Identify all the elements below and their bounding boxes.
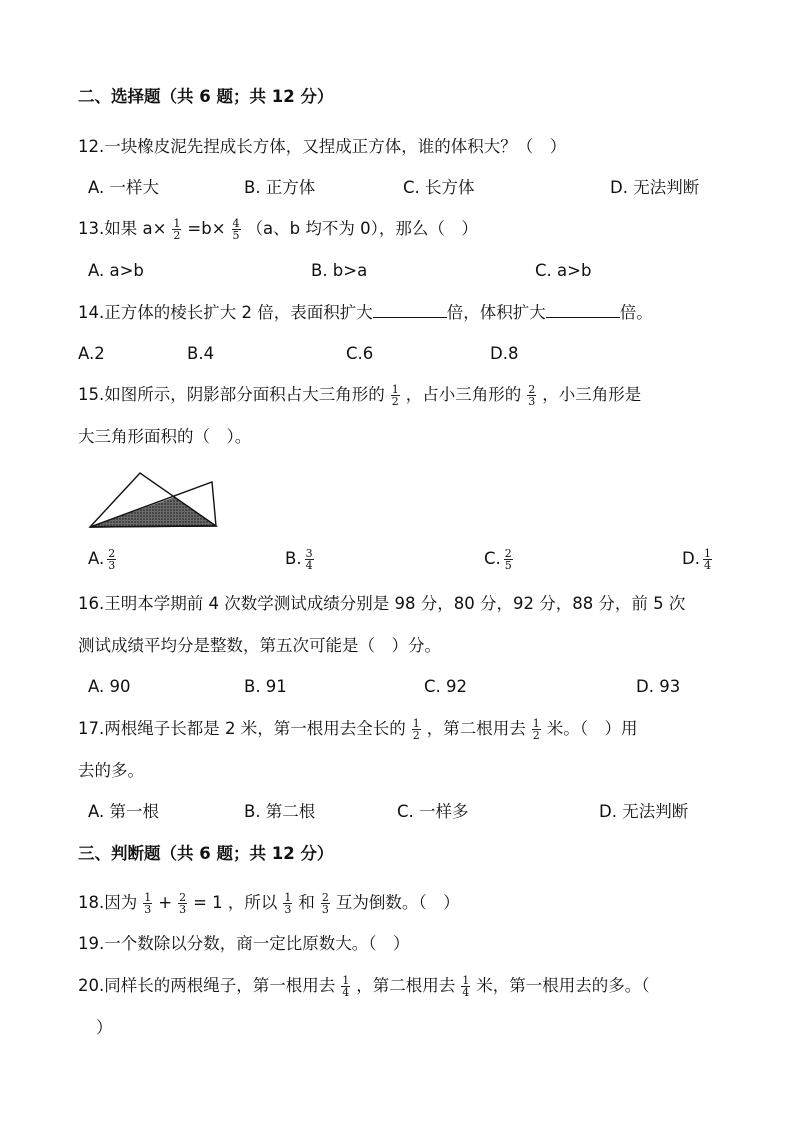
q15-part2: ，占小三角形的 [405, 385, 522, 404]
question-16-line2: 测试成绩平均分是整数，第五次可能是（ ）分。 [78, 636, 441, 655]
q18-prefix: 18.因为 [78, 893, 138, 912]
q15-option-d: D. $\frac{1}{4}$ [682, 547, 711, 572]
question-16: 16.王明本学期前 4 次数学测试成绩分别是 98 分，80 分，92 分，88 分，前 5 次 [78, 594, 686, 613]
q17-option-d: D. 无法判断 [599, 802, 689, 821]
q20-part3: 米，第一根用去的多。（ [476, 976, 650, 995]
q16-option-d: D. 93 [636, 677, 681, 696]
q13-prefix: 13.如果 a× [78, 219, 167, 238]
q18-fraction-4: $\frac{2}{3}$ [321, 891, 329, 916]
question-20 [78, 975, 650, 998]
q12-option-b: B. 正方体 [244, 178, 316, 197]
q14-option-b: B.4 [187, 344, 215, 363]
q17-fraction-2: $\frac{1}{2}$ [532, 717, 540, 742]
question-17 [78, 718, 637, 741]
question-19: 19.一个数除以分数，商一定比原数大。（ ） [78, 934, 410, 953]
question-14 [78, 301, 653, 324]
q17-part2: ，第二根用去 [426, 719, 526, 738]
q20-part1: 20.同样长的两根绳子，第一根用去 [78, 976, 336, 995]
q12-option-a: A. 一样大 [88, 178, 159, 197]
q17-option-c: C. 一样多 [397, 802, 469, 821]
q13-suffix: （a、b 均不为 0），那么（ ） [246, 219, 478, 238]
question-17-line2: 去的多。 [78, 761, 144, 780]
q12-option-c: C. 长方体 [403, 178, 475, 197]
q14-part2: 倍，体积扩大 [446, 303, 546, 322]
q20-fraction-2: $\frac{1}{4}$ [462, 974, 470, 999]
q16-option-a: A. 90 [88, 677, 131, 696]
question-12: 12.一块橡皮泥先捏成长方体，又捏成正方体，谁的体积大？（ ） [78, 137, 567, 156]
q15-option-d-fraction: $\frac{1}{4}$ [703, 547, 711, 572]
q17-option-a: A. 第一根 [88, 802, 159, 821]
q17-part1: 17.两根绳子长都是 2 米，第一根用去全长的 [78, 719, 406, 738]
q13-mid: =b× [187, 219, 226, 238]
q18-fraction-1: $\frac{1}{3}$ [144, 891, 152, 916]
q15-fraction-1: $\frac{1}{2}$ [391, 383, 399, 408]
q16-option-b: B. 91 [244, 677, 287, 696]
q13-option-a: A. a>b [88, 261, 144, 280]
q20-fraction-1: $\frac{1}{4}$ [342, 974, 350, 999]
q18-fraction-3: $\frac{1}{3}$ [284, 891, 292, 916]
q16-option-c: C. 92 [424, 677, 468, 696]
q13-option-b: B. b>a [311, 261, 368, 280]
q14-part1: 14.正方体的棱长扩大 2 倍，表面积扩大 [78, 303, 373, 322]
q13-option-c: C. a>b [535, 261, 592, 280]
question-15-line2: 大三角形面积的（ ）。 [78, 427, 252, 446]
q15-option-a-fraction: $\frac{2}{3}$ [108, 547, 116, 572]
q15-option-c: C. $\frac{2}{5}$ [484, 547, 512, 572]
q15-option-c-fraction: $\frac{2}{5}$ [504, 547, 512, 572]
q17-fraction-1: $\frac{1}{2}$ [412, 717, 420, 742]
q15-option-a: A. $\frac{2}{3}$ [88, 547, 116, 572]
q15-option-b: B. $\frac{3}{4}$ [285, 547, 313, 572]
section-heading-judgment: 三、判断题（共 6 题；共 12 分） [78, 844, 334, 863]
q18-eq: = 1 ，所以 [193, 893, 278, 912]
q18-plus: + [158, 893, 173, 912]
q20-part2: ，第二根用去 [356, 976, 456, 995]
question-15 [78, 384, 641, 407]
q12-option-d: D. 无法判断 [610, 178, 700, 197]
q14-option-a: A.2 [78, 344, 105, 363]
q14-blank-2[interactable] [546, 301, 620, 318]
q18-suffix: 互为倒数。（ ） [335, 893, 460, 912]
q15-fraction-2: $\frac{2}{3}$ [528, 383, 536, 408]
q18-fraction-2: $\frac{2}{3}$ [179, 891, 187, 916]
q15-part1: 15.如图所示，阴影部分面积占大三角形的 [78, 385, 385, 404]
q14-blank-1[interactable] [373, 301, 447, 318]
q18-and: 和 [298, 893, 315, 912]
q14-part3: 倍。 [619, 303, 653, 322]
question-20-line2: ） [96, 1018, 113, 1037]
q17-option-b: B. 第二根 [244, 802, 316, 821]
q14-option-c: C.6 [346, 344, 374, 363]
q13-fraction-1: $\frac{1}{2}$ [173, 217, 181, 242]
q17-part3: 米。（ ）用 [546, 719, 638, 738]
question-18 [78, 892, 460, 915]
q14-option-d: D.8 [490, 344, 519, 363]
q15-option-b-fraction: $\frac{3}{4}$ [305, 547, 313, 572]
q13-fraction-2: $\frac{4}{5}$ [232, 217, 240, 242]
section-heading-choice: 二、选择题（共 6 题；共 12 分） [78, 87, 334, 106]
triangle-figure [86, 470, 222, 534]
question-13 [78, 218, 478, 241]
q15-part3: ，小三角形是 [542, 385, 642, 404]
